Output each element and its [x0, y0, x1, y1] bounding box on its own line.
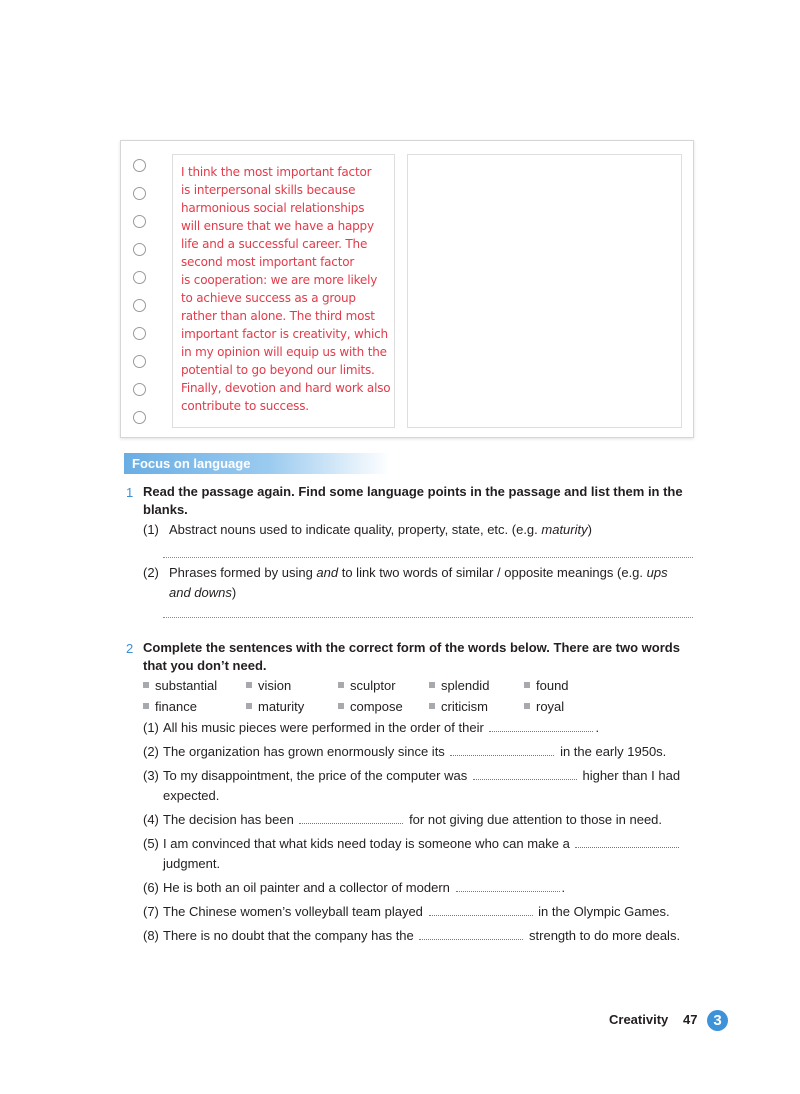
sentence-text-end: judgment.	[163, 856, 221, 871]
sentence-number: (7)	[143, 904, 159, 919]
item-keyword: and	[316, 565, 339, 580]
ring-icon	[133, 299, 146, 312]
ring-icon	[133, 187, 146, 200]
word-bank-item: finance	[143, 697, 197, 717]
bullet-square-icon	[429, 682, 435, 688]
word-bank-item: substantial	[143, 676, 217, 696]
bullet-square-icon	[246, 682, 252, 688]
sentence-7	[143, 902, 691, 922]
item-text: Abstract nouns used to indicate quality, property, state, etc. (e.g.	[169, 522, 542, 537]
answer-blank[interactable]	[575, 835, 679, 848]
sentence-text: The decision has been	[163, 812, 294, 827]
ring-icon	[133, 411, 146, 424]
item-example: maturity	[541, 522, 588, 537]
sentence-text-end: in the Olympic Games.	[538, 904, 670, 919]
answer-line[interactable]	[163, 557, 693, 558]
sentence-text: I am convinced that what kids need today is someone who can make a	[163, 836, 570, 851]
sentence-2	[143, 742, 691, 762]
sentence-1	[143, 718, 691, 738]
note-page-right	[407, 154, 682, 428]
bullet-square-icon	[338, 703, 344, 709]
q1-item-2	[143, 563, 691, 603]
sentence-text: The Chinese women’s volleyball team played	[163, 904, 423, 919]
sentence-number: (6)	[143, 880, 159, 895]
note-line: potential to go beyond our limits.	[181, 363, 375, 377]
page-number: 47	[683, 1012, 698, 1027]
item-number: (1)	[143, 522, 159, 537]
item-body	[169, 563, 691, 603]
sentence-text: The organization has grown enormously since its	[163, 744, 445, 759]
sentence-number: (4)	[143, 812, 159, 827]
bullet-square-icon	[429, 703, 435, 709]
sentence-text-end: .	[595, 720, 600, 735]
answer-blank[interactable]	[419, 927, 523, 940]
word-bank-item: criticism	[429, 697, 488, 717]
ring-icon	[133, 383, 146, 396]
note-line: Finally, devotion and hard work also	[181, 381, 391, 395]
word-bank-item: vision	[246, 676, 291, 696]
bullet-square-icon	[143, 682, 149, 688]
word-bank-item: splendid	[429, 676, 489, 696]
sentence-text-end: .	[561, 880, 566, 895]
note-line: I think the most important factor	[181, 165, 372, 179]
sentence-text-end: strength to do more deals.	[529, 928, 681, 943]
sentence-text-end: for not giving due attention to those in need.	[409, 812, 663, 827]
ring-icon	[133, 243, 146, 256]
note-line: in my opinion will equip us with the	[181, 345, 387, 359]
note-page-left	[172, 154, 395, 428]
item-number: (2)	[143, 565, 159, 580]
note-line: life and a successful career. The	[181, 237, 368, 251]
note-line: harmonious social relationships	[181, 201, 365, 215]
ring-icon	[133, 159, 146, 172]
unit-badge: 3	[707, 1010, 728, 1031]
bullet-square-icon	[524, 703, 530, 709]
word-bank	[143, 676, 691, 718]
bullet-square-icon	[143, 703, 149, 709]
question-number: 1	[126, 485, 134, 500]
ring-icon	[133, 327, 146, 340]
word-bank-item: found	[524, 676, 569, 696]
item-text-end: )	[231, 585, 237, 600]
answer-blank[interactable]	[489, 719, 593, 732]
sentence-4	[143, 810, 691, 830]
bullet-square-icon	[338, 682, 344, 688]
sentence-5	[143, 834, 691, 874]
question-instruction: Read the passage again. Find some language points in the passage and list them in the blanks.	[143, 484, 683, 517]
answer-blank[interactable]	[429, 903, 533, 916]
sentence-number: (3)	[143, 768, 159, 783]
bullet-square-icon	[524, 682, 530, 688]
answer-blank[interactable]	[456, 879, 560, 892]
sentence-number: (5)	[143, 836, 159, 851]
sentence-number: (2)	[143, 744, 159, 759]
sentence-text: To my disappointment, the price of the computer was	[163, 768, 468, 783]
sentence-text-end: in the early 1950s.	[560, 744, 667, 759]
ring-icon	[133, 271, 146, 284]
item-text: Phrases formed by using	[169, 565, 317, 580]
word-bank-item: royal	[524, 697, 564, 717]
sentence-8	[143, 926, 691, 946]
answer-line[interactable]	[163, 617, 693, 618]
note-line: contribute to success.	[181, 399, 309, 413]
sentence-text-end: higher than I had expected.	[163, 768, 681, 803]
ring-icon	[133, 355, 146, 368]
answer-blank[interactable]	[450, 743, 554, 756]
note-line: second most important factor	[181, 255, 355, 269]
answer-blank[interactable]	[299, 811, 403, 824]
note-line: important factor is creativity, which	[181, 327, 388, 341]
note-line: to achieve success as a group	[181, 291, 356, 305]
item-example: ups and downs	[169, 565, 668, 600]
note-line: is cooperation: we are more likely	[181, 273, 378, 287]
sentence-6	[143, 878, 691, 898]
ring-icon	[133, 215, 146, 228]
word-bank-item: sculptor	[338, 676, 396, 696]
question-instruction: Complete the sentences with the correct form of the words below. There are two words that you don’t need.	[143, 640, 680, 673]
note-line: will ensure that we have a happy	[181, 219, 374, 233]
sentence-3	[143, 766, 691, 806]
bullet-square-icon	[246, 703, 252, 709]
sentence-text: There is no doubt that the company has the	[163, 928, 414, 943]
item-text-mid: to link two words of similar / opposite meanings (e.g.	[338, 565, 647, 580]
item-text-end: )	[587, 522, 592, 537]
notebook-box	[120, 140, 694, 438]
q1-item-1	[143, 520, 691, 540]
note-line: is interpersonal skills because	[181, 183, 356, 197]
handwritten-answer	[181, 163, 393, 415]
section-heading: Focus on language	[124, 453, 390, 474]
sentence-text: He is both an oil painter and a collector of modern	[163, 880, 450, 895]
word-bank-item: compose	[338, 697, 403, 717]
sentence-number: (8)	[143, 928, 159, 943]
answer-blank[interactable]	[473, 767, 577, 780]
word-bank-item: maturity	[246, 697, 304, 717]
binder-rings	[133, 159, 149, 439]
question-number: 2	[126, 641, 134, 656]
note-line: rather than alone. The third most	[181, 309, 375, 323]
unit-title: Creativity	[609, 1012, 669, 1027]
sentence-number: (1)	[143, 720, 159, 735]
sentence-text: All his music pieces were performed in the order of their	[163, 720, 484, 735]
